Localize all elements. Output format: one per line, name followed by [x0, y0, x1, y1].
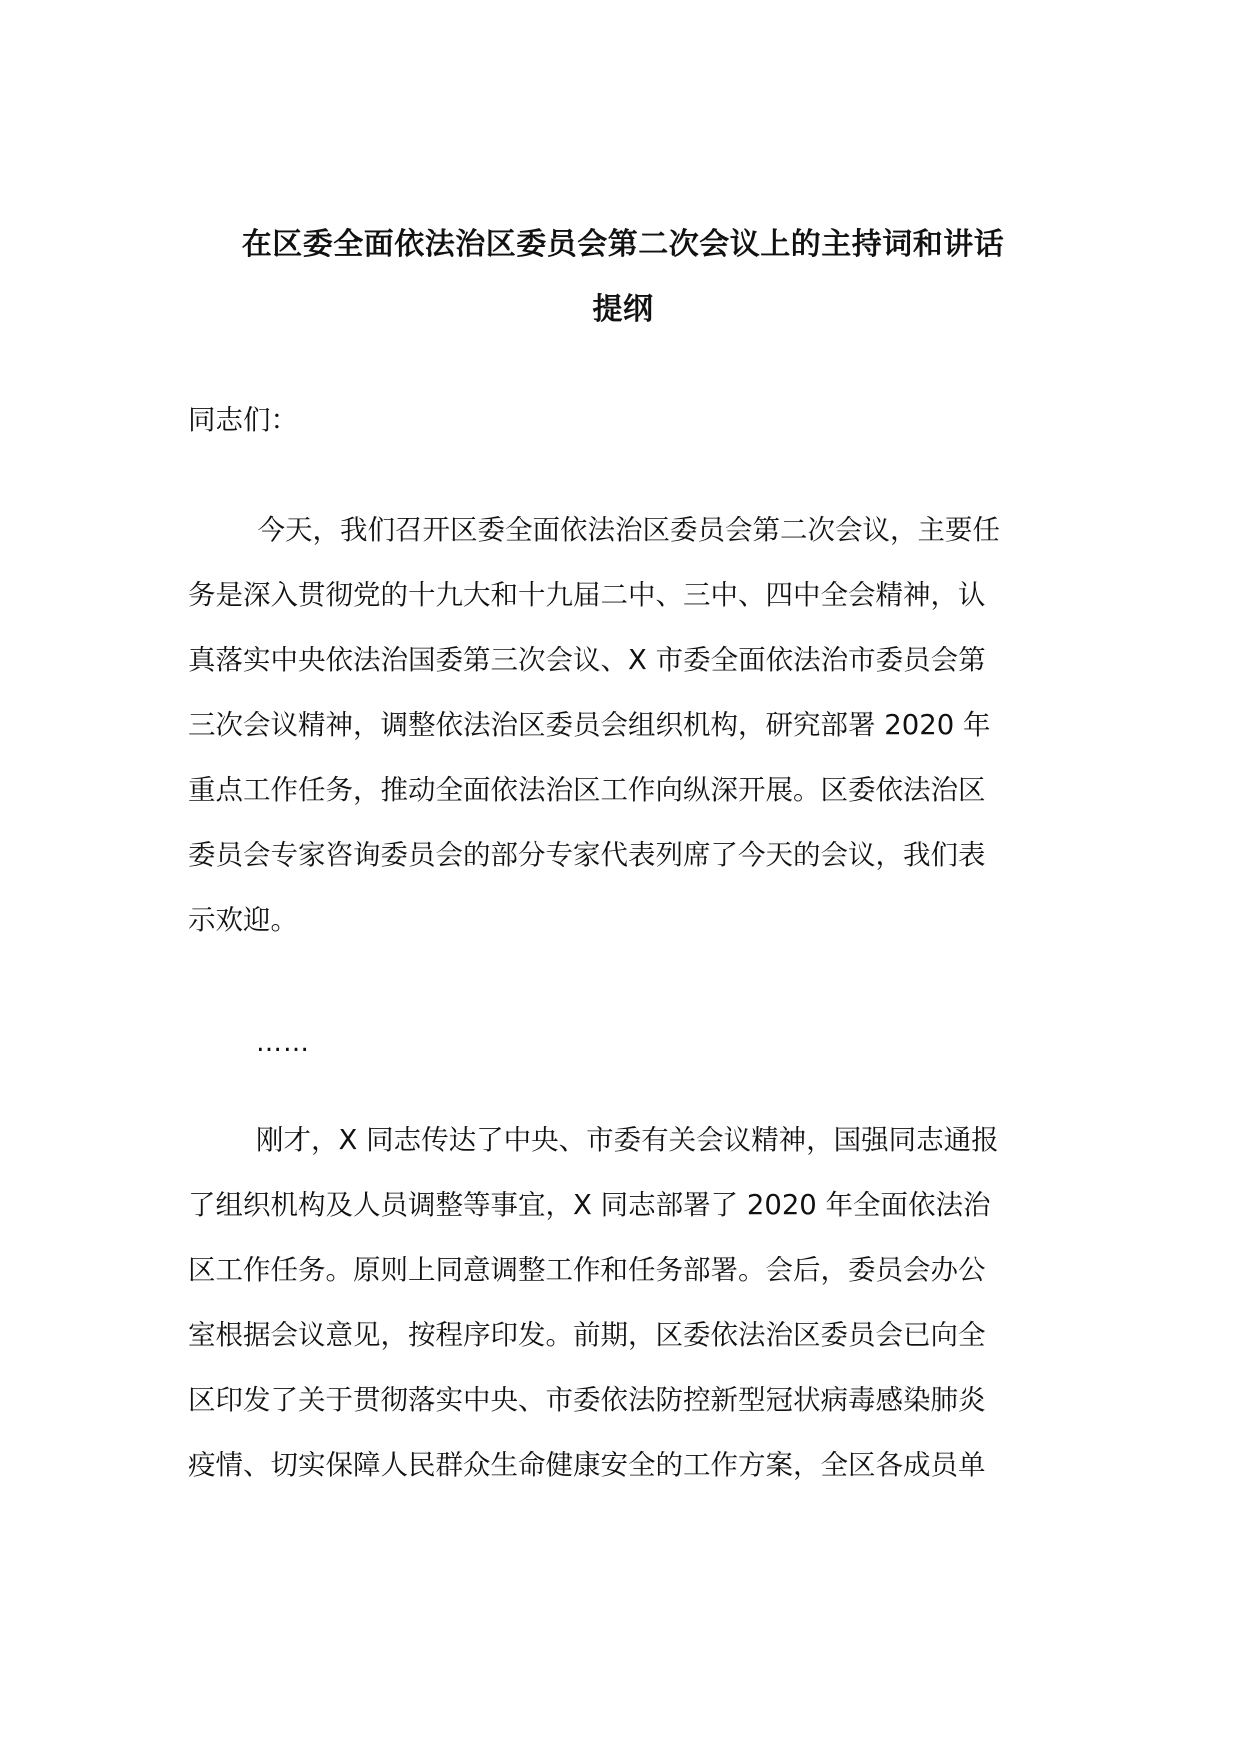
document-title-line-2: 提纲 — [592, 292, 654, 327]
paragraph2-line-3: 区工作任务。原则上同意调整工作和任务部署。会后，委员会办公 — [188, 1254, 986, 1286]
paragraph1-line-4: 三次会议精神，调整依法治区委员会组织机构，研究部署 2020 年 — [188, 709, 991, 741]
paragraph2-line-1: 刚才，X 同志传达了中央、市委有关会议精神，国强同志通报 — [256, 1124, 999, 1156]
paragraph1-line-1: 今天，我们召开区委全面依法治区委员会第二次会议，主要任 — [230, 514, 1000, 546]
paragraph1-line-7: 示欢迎。 — [188, 904, 298, 936]
paragraph2-line-4: 室根据会议意见，按程序印发。前期，区委依法治区委员会已向全 — [188, 1319, 986, 1351]
paragraph1-line-5: 重点工作任务，推动全面依法治区工作向纵深开展。区委依法治区 — [188, 774, 986, 806]
paragraph2-line-5: 区印发了关于贯彻落实中央、市委依法防控新型冠状病毒感染肺炎 — [188, 1384, 986, 1416]
salutation: 同志们： — [188, 404, 298, 436]
paragraph1-line-6: 委员会专家咨询委员会的部分专家代表列席了今天的会议，我们表 — [188, 839, 986, 871]
paragraph1-line-3: 真落实中央依法治国委第三次会议、X 市委全面依法治市委员会第 — [188, 644, 986, 676]
document-title-line-1: 在区委全面依法治区委员会第二次会议上的主持词和讲话 — [241, 227, 1005, 262]
ellipsis: …… — [256, 1028, 310, 1058]
paragraph2-line-2: 了组织机构及人员调整等事宜，X 同志部署了 2020 年全面依法治 — [188, 1189, 991, 1221]
paragraph2-line-6: 疫情、切实保障人民群众生命健康安全的工作方案，全区各成员单 — [188, 1449, 986, 1481]
paragraph1-line-2: 务是深入贯彻党的十九大和十九届二中、三中、四中全会精神，认 — [188, 579, 986, 611]
